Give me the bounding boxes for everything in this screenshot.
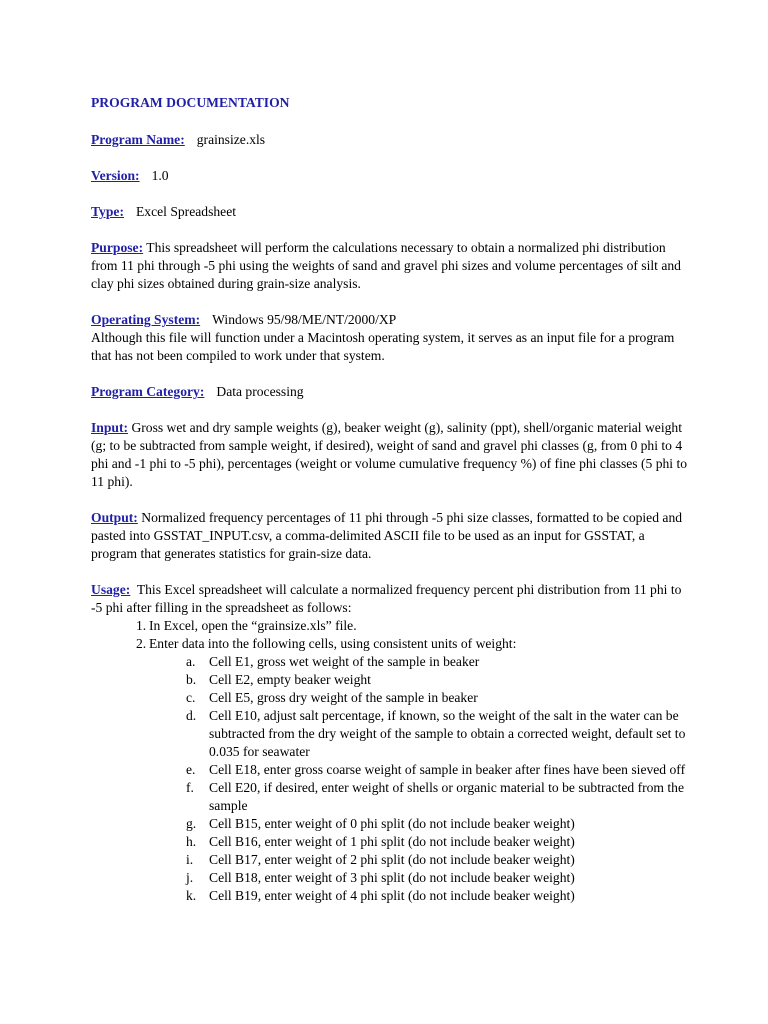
output-text: Normalized frequency percentages of 11 phi through -5 phi size classes, formatted to be copied and pasted into GSSTAT_INPUT.csv, a comma-delimited ASCII file to be used as an input for GSSTAT, a program that generates statistics for grain-size data.	[91, 510, 683, 561]
substep-item	[91, 887, 691, 905]
substep-text: Cell E2, empty beaker weight	[209, 672, 371, 687]
purpose-text: This spreadsheet will perform the calculations necessary to obtain a normalized phi distribution from 11 phi through -5 phi using the weights of sand and gravel phi sizes and volume percentages of silt and clay phi sizes obtained during grain-size analysis.	[91, 240, 681, 291]
usage-label: Usage:	[91, 582, 131, 597]
program-category-value: Data processing	[216, 384, 304, 399]
substep-text: Cell B15, enter weight of 0 phi split (do not include beaker weight)	[209, 816, 575, 831]
substep-text: Cell B17, enter weight of 2 phi split (do not include beaker weight)	[209, 852, 575, 867]
usage-text: This Excel spreadsheet will calculate a normalized frequency percent phi distribution from 11 phi to -5 phi after filling in the spreadsheet as follows:	[91, 582, 682, 615]
substep-text: Cell E18, enter gross coarse weight of sample in beaker after fines have been sieved off	[209, 762, 686, 777]
substep-item	[91, 671, 691, 689]
usage-steps-list	[91, 617, 691, 653]
usage-step	[91, 635, 691, 653]
output-label: Output:	[91, 510, 138, 525]
substep-letter: d.	[186, 708, 197, 723]
substep-text: Cell E20, if desired, enter weight of shells or organic material to be subtracted from the sample	[209, 780, 685, 813]
operating-system-label: Operating System:	[91, 312, 201, 327]
input-text: Gross wet and dry sample weights (g), beaker weight (g), salinity (ppt), shell/organic material weight (g; to be subtracted from sample weight, if desired), weight of sand and gravel phi classes (g, from 0 phi to 4 phi and -1 phi to -5 phi), percentages (weight or volume cumulative frequency %) of fine phi classes (5 phi to 11 phi).	[91, 420, 688, 489]
step-text: In Excel, open the “grainsize.xls” file.	[149, 618, 357, 633]
substep-letter: b.	[186, 672, 197, 687]
program-category-label: Program Category:	[91, 384, 205, 399]
input-label: Input:	[91, 420, 129, 435]
substep-item	[91, 707, 691, 761]
program-category-row	[91, 383, 691, 401]
output-paragraph	[91, 509, 691, 563]
purpose-paragraph	[91, 239, 691, 293]
substep-item	[91, 689, 691, 707]
type-value: Excel Spreadsheet	[135, 204, 237, 219]
document-body	[91, 94, 691, 905]
substep-letter: k.	[186, 888, 197, 903]
doc-title: PROGRAM DOCUMENTATION	[91, 95, 290, 110]
version-row	[91, 167, 691, 185]
substep-text: Cell E10, adjust salt percentage, if known, so the weight of the salt in the water can be subtracted from the dry weight of the sample to obtain a corrected weight, default set to 0.035 for seawater	[209, 708, 686, 759]
substep-letter: g.	[186, 816, 197, 831]
version-value: 1.0	[151, 168, 169, 183]
program-name-value: grainsize.xls	[196, 132, 266, 147]
substep-item	[91, 869, 691, 887]
version-label: Version:	[91, 168, 140, 183]
substep-text: Cell B16, enter weight of 1 phi split (do not include beaker weight)	[209, 834, 575, 849]
substep-text: Cell B18, enter weight of 3 phi split (do not include beaker weight)	[209, 870, 575, 885]
cell-substeps-list	[91, 653, 691, 905]
operating-system-value: Windows 95/98/ME/NT/2000/XP	[212, 312, 397, 327]
substep-item	[91, 833, 691, 851]
substep-letter: a.	[186, 654, 196, 669]
substep-item	[91, 653, 691, 671]
usage-paragraph	[91, 581, 691, 617]
substep-text: Cell B19, enter weight of 4 phi split (do not include beaker weight)	[209, 888, 575, 903]
type-row	[91, 203, 691, 221]
program-name-label: Program Name:	[91, 132, 185, 147]
input-paragraph	[91, 419, 691, 491]
step-text: Enter data into the following cells, using consistent units of weight:	[149, 636, 517, 651]
step-number: 2.	[136, 636, 147, 651]
substep-letter: e.	[186, 762, 196, 777]
step-number: 1.	[136, 618, 147, 633]
substep-item	[91, 815, 691, 833]
program-name-row	[91, 131, 691, 149]
substep-letter: j.	[186, 870, 194, 885]
substep-item	[91, 761, 691, 779]
substep-text: Cell E1, gross wet weight of the sample in beaker	[209, 654, 480, 669]
usage-step	[91, 617, 691, 635]
type-label: Type:	[91, 204, 124, 219]
substep-text: Cell E5, gross dry weight of the sample in beaker	[209, 690, 478, 705]
substep-letter: c.	[186, 690, 196, 705]
substep-letter: i.	[186, 852, 194, 867]
operating-system-note: Although this file will function under a Macintosh operating system, it serves as an input file for a program that has not been compiled to work under that system.	[91, 330, 675, 363]
substep-letter: f.	[186, 780, 194, 795]
purpose-label: Purpose:	[91, 240, 144, 255]
substep-item	[91, 851, 691, 869]
substep-item	[91, 779, 691, 815]
substep-letter: h.	[186, 834, 197, 849]
operating-system-row	[91, 311, 691, 329]
